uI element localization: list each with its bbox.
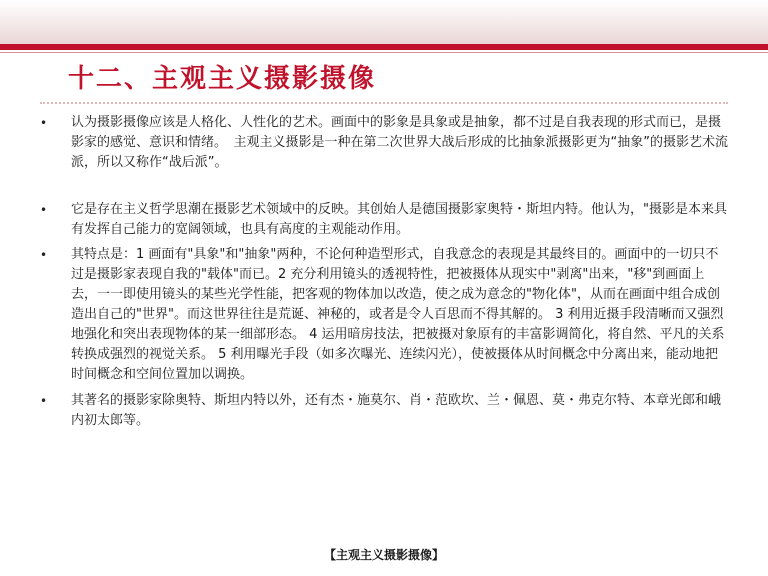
bullet-text: 其特点是：1 画面有"具象"和"抽象"两种，不论何种造型形式，自我意念的表现是其最终目的。画面中的一切只不过是摄影家表现自我的"载体"而已。2 充分利用镜头的透视特性，把被摄体从现实中"剥离"出来，"移"到画面上去，一一即使用镜头的某些光学性能，把客观的物体加以改造，使之成为意念的"物化体"，从而在画面中组合成创造出自己的"世界"。而这世界往往是荒诞、神秘的，或者是令人百思而不得其解的。 3 利用近摄手段清晰而又强烈地强化和突出表现物体的某一细部形态。 4 运用暗房技法，把被摄对象原有的丰富影调简化，将自然、平凡的关系转换成强烈的视觉关系。 5 利用曝光手段（如多次曝光、连续闪光），使被摄体从时间概念中分离出来，能动地把时间概念和空间位置加以调换。 [71, 247, 725, 382]
header-thin-line [0, 52, 768, 53]
header-band [0, 0, 768, 44]
bullet-text: 其著名的摄影家除奥特、斯坦内特以外，还有杰・施莫尔、肖・范欧坎、兰・佩恩、莫・弗克尔特、本章光郎和峨内初太郎等。 [71, 393, 722, 428]
bullet-dot-icon: • [40, 248, 48, 262]
bullet-dot-icon: • [40, 203, 48, 217]
bullet-item [38, 391, 728, 431]
bullet-text: 它是存在主义哲学思潮在摄影艺术领域中的反映。其创始人是德国摄影家奥特・斯坦内特。他认为，"摄影是本来具有发挥自己能力的宽阔领域，也具有高度的主观能动作用。 [71, 202, 727, 237]
bullet-dot-icon: • [40, 116, 48, 130]
title-divider [40, 102, 728, 104]
bullet-list [38, 113, 728, 431]
header-accent-bar [0, 44, 768, 50]
slide-title: 十二、主观主义摄影摄像 [68, 64, 377, 94]
bullet-text: 认为摄影摄像应该是人格化、人性化的艺术。画面中的影象是具象或是抽象，都不过是自我表现的形式而已，是摄影家的感觉、意识和情绪。 主观主义摄影是一种在第二次世界大战后形成的比抽象派摄影更为“抽象”的摄影艺术流派，所以又称作“战后派”。 [71, 115, 728, 170]
bullet-item [38, 113, 728, 173]
slide-footer: 【主观主义摄影摄像】 [323, 548, 444, 562]
bullet-item [38, 200, 728, 240]
bullet-item [38, 245, 728, 385]
bullet-dot-icon: • [40, 394, 48, 408]
